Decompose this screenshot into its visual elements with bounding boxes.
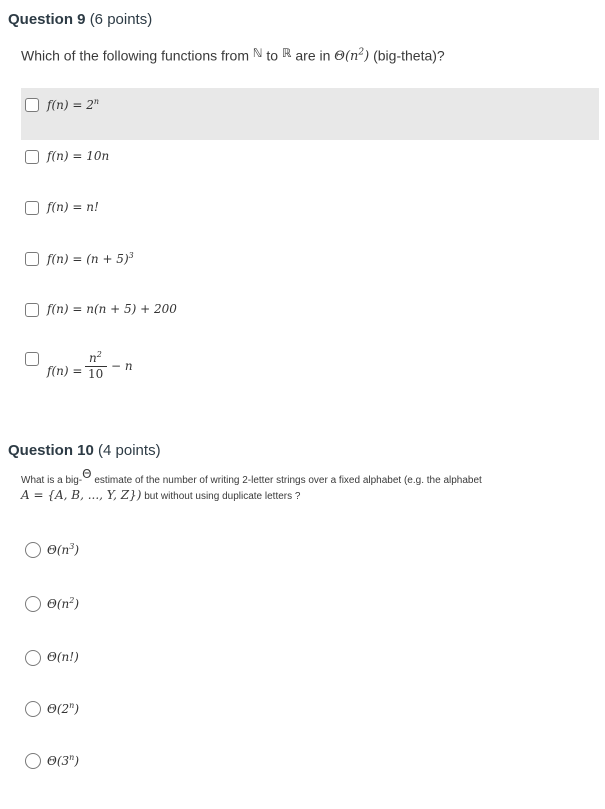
q9-option-5-checkbox[interactable] <box>25 303 39 317</box>
q9-option-2[interactable] <box>21 140 599 192</box>
q10-option-3[interactable] <box>21 641 599 693</box>
fraction-numerator: $n^2$ <box>89 350 102 365</box>
q9-option-5-label: f(n) = n(n + 5) + 200 <box>47 302 177 316</box>
q9-option-6-checkbox[interactable] <box>25 352 39 366</box>
q10-option-5-radio[interactable] <box>25 753 41 769</box>
q10-option-5[interactable] <box>21 744 599 796</box>
q10-option-2-label: $\Theta(n^2)$ <box>47 596 80 611</box>
real-numbers-symbol: ℝ <box>281 46 292 61</box>
question-9-title: Question 9 <box>8 11 86 28</box>
fraction-lhs: f(n) = <box>47 364 83 378</box>
q10-option-4[interactable] <box>21 692 599 744</box>
question-10-header <box>8 442 161 460</box>
q10-option-4-label: Θ(2$^n$) <box>47 701 79 716</box>
q9-option-3[interactable] <box>21 191 599 243</box>
question-10-points: (4 points) <box>98 442 161 459</box>
q9-option-2-checkbox[interactable] <box>25 150 39 164</box>
q9-option-3-checkbox[interactable] <box>25 201 39 215</box>
q9-option-1-checkbox[interactable] <box>25 98 39 112</box>
q10-option-3-radio[interactable] <box>25 650 41 666</box>
q9-option-6[interactable] <box>21 350 599 392</box>
prompt-suffix: (big-theta)? <box>373 47 445 64</box>
q10-option-2[interactable] <box>21 587 599 639</box>
q9-option-1-label: $f(n) = 2^n$ <box>47 97 100 112</box>
q10-option-3-label: Θ(n!) <box>47 650 79 664</box>
natural-numbers-symbol: ℕ <box>252 46 263 61</box>
prompt-prefix: Which of the following functions from <box>21 47 249 64</box>
q10-option-1[interactable] <box>21 533 599 585</box>
prompt-to: to <box>266 47 279 64</box>
theta-expression: $\Theta(n^2)$ <box>334 48 370 65</box>
q10-option-5-label: Θ(3$^n$) <box>47 753 79 768</box>
q10-option-1-radio[interactable] <box>25 542 41 558</box>
q9-option-2-label: f(n) = 10n <box>47 149 110 163</box>
q9-option-5[interactable] <box>21 294 599 346</box>
q10-option-2-radio[interactable] <box>25 596 41 612</box>
q9-option-1[interactable] <box>21 88 599 140</box>
q10-option-1-label: $\Theta(n^3)$ <box>47 542 80 557</box>
theta-symbol: Θ <box>82 467 92 481</box>
question-9-prompt <box>21 43 445 67</box>
q10-option-4-radio[interactable] <box>25 701 41 717</box>
q10-prompt-part1: What is a big- <box>21 475 83 486</box>
alphabet-set: A = {A, B, ..., Y, Z}) <box>21 488 142 502</box>
question-9-points: (6 points) <box>89 11 153 28</box>
q9-option-4[interactable] <box>21 242 599 294</box>
question-10-title: Question 10 <box>8 442 94 459</box>
prompt-are-in: are in <box>295 47 331 64</box>
q10-prompt-part3: but without using duplicate letters ? <box>141 491 301 502</box>
q10-prompt-part2: estimate of the number of writing 2-letter strings over a fixed alphabet (e.g. the alphabet <box>91 475 482 486</box>
fraction-rhs: − n <box>111 359 133 373</box>
q9-option-4-checkbox[interactable] <box>25 252 39 266</box>
question-10-prompt <box>21 467 591 504</box>
fraction-denominator: 10 <box>88 367 104 381</box>
question-9-header <box>8 11 152 29</box>
q9-option-4-label: $f(n) = (n + 5)^3$ <box>47 251 134 266</box>
q9-option-3-label: f(n) = n! <box>47 200 99 214</box>
